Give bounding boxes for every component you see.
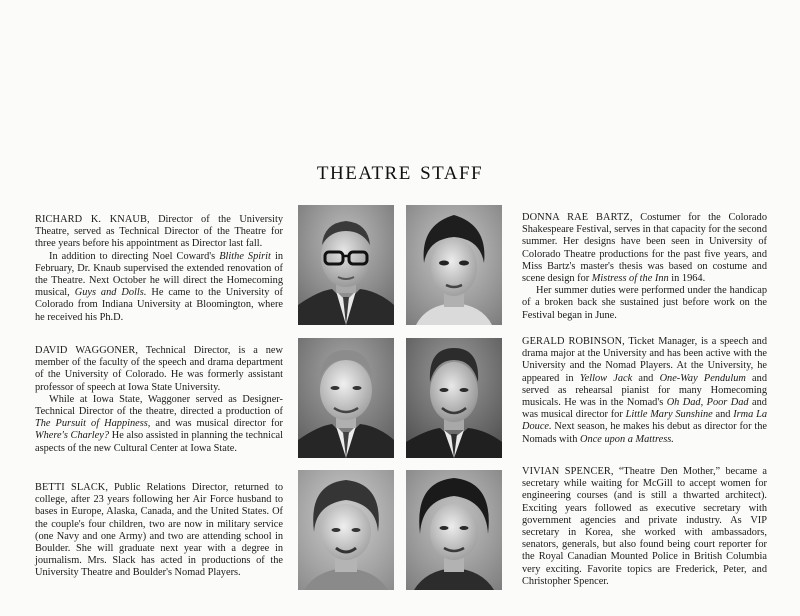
bio-paragraph: In addition to directing Noel Coward's Blithe Spirit in February, Dr. Knaub supervised the extended renovation of the Theatre. Next October he will direct the Homecoming musical, Guys and Dolls. He came to the University of Colorado from Indiana University at Bloomington, where he received his Ph.D. xyxy=(35,250,283,323)
bio-donna-rae-bartz xyxy=(522,212,767,322)
portrait-image xyxy=(406,338,502,458)
staff-name: VIVIAN SPENCER xyxy=(522,466,611,477)
staff-name: DONNA RAE BARTZ xyxy=(522,212,630,223)
bio-paragraph: BETTI SLACK, Public Relations Director, returned to college, after 23 years following her Air Force husband to bases in Europe, Alaska, Canada, and the United States. Of the couple's four children, two are now in military service (one Navy and one Army) and two are attending school in Boulder. She will graduate next year with a degree in journalism. Mrs. Slack has acted in productions of the University Theatre and Boulder's Nomad Players. xyxy=(35,482,283,579)
portrait-vivian-spencer xyxy=(406,470,502,590)
bio-paragraph: DONNA RAE BARTZ, Costumer for the Colorado Shakespeare Festival, serves in that capacity for the second summer. Her designs have been seen in University of Colorado Theatre productions for the past five years, and Miss Bartz's master's thesis was based on costume and scene design for Mistress of the Inn in 1964. xyxy=(522,212,768,285)
staff-name: DAVID WAGGONER xyxy=(35,345,136,356)
portrait-image xyxy=(298,205,394,325)
portrait-donna-rae-bartz xyxy=(406,205,502,325)
portrait-image xyxy=(406,470,502,590)
bio-vivian-spencer xyxy=(522,466,767,588)
bio-paragraph: DAVID WAGGONER, Technical Director, is a new member of the faculty of the speech and drama department of the University of Colorado. He was formerly assistant professor of speech at Iowa State University. xyxy=(35,345,283,393)
portrait-gerald-robinson xyxy=(406,338,502,458)
bio-paragraph: While at Iowa State, Waggoner served as Designer-Technical Director of the theatre, directed a production of The Pursuit of Happiness, and was musical director for Where's Charley? He also assisted in planning the technical aspects of the new Cultural Center at Iowa State. xyxy=(35,393,283,454)
staff-name: GERALD ROBINSON xyxy=(522,336,623,347)
portrait-image xyxy=(298,470,394,590)
portrait-image xyxy=(298,338,394,458)
bio-paragraph: VIVIAN SPENCER, “Theatre Den Mother,” became a secretary while waiting for McGill to accept women for engineering courses (and is still a thwarted architect). Exciting years followed as executive secretary with government agencies and private industry. As VIP secretary in Korea, she worked with ambassadors, senators, generals, but also found being court reporter for the Royal Canadian Mounted Police in British Columbia very exciting. Favorite topics are Frederick, Peter, and Christopher Spencer. xyxy=(522,466,767,587)
portrait-richard-knaub xyxy=(298,205,394,325)
bio-paragraph: RICHARD K. KNAUB, Director of the University Theatre, served as Technical Director of the Theatre for three years before his appointment as Director last fall. xyxy=(35,214,283,250)
bio-betti-slack xyxy=(35,482,283,580)
page-title: THEATRE STAFF xyxy=(316,163,484,184)
portrait-betti-slack xyxy=(298,470,394,590)
staff-name: BETTI SLACK xyxy=(35,482,106,493)
bio-richard-knaub xyxy=(35,214,283,324)
portrait-image xyxy=(406,205,502,325)
bio-gerald-robinson xyxy=(522,336,767,446)
bio-david-waggoner xyxy=(35,345,283,455)
bio-paragraph: GERALD ROBINSON, Ticket Manager, is a speech and drama major at the University and has been active with the University and the Nomad Players. At the University, he appeared in Yellow Jack and One-Way Pendulum and served as rehearsal pianist for many Homecoming musicals. He was in the Nomad's Oh Dad, Poor Dad and was musical director for Little Mary Sunshine and Irma La Douce. Next season, he makes his debut as director for the Nomads with Once upon a Mattress. xyxy=(522,336,768,445)
staff-name: RICHARD K. KNAUB xyxy=(35,214,147,225)
portrait-david-waggoner xyxy=(298,338,394,458)
bio-paragraph: Her summer duties were performed under the handicap of a broken back she sustained just before work on the Festival began in June. xyxy=(522,285,767,321)
